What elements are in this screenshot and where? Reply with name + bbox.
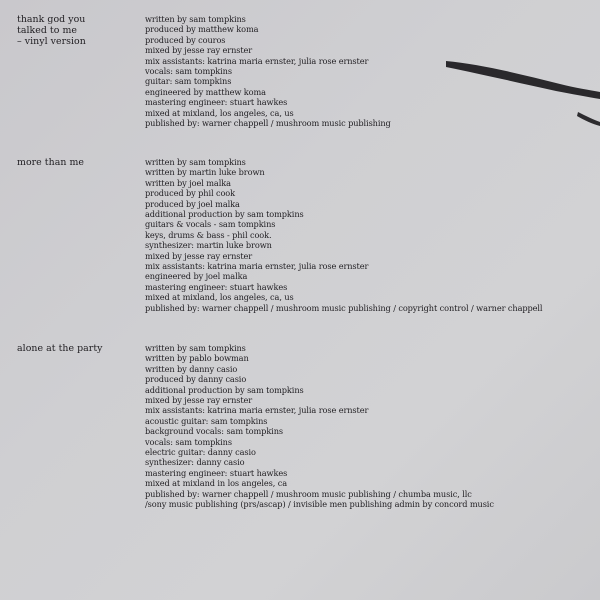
credit-line: published by: warner chappell / mushroom music publishing / chumba music, llc [145,488,472,499]
credit-line: published by: warner chappell / mushroom music publishing [145,118,391,129]
credit-line: written by sam tompkins [145,14,246,24]
credit-line: mastering engineer: stuart hawkes [145,467,288,478]
credit-line: written by sam tompkins [145,343,246,353]
credit-line: produced by couros [145,34,226,45]
credit-line: mixed by jesse ray ernster [145,250,253,261]
credit-line: written by pablo bowman [145,353,249,364]
credit-line: produced by danny casio [145,374,247,385]
credit-line: mixed at mixland, los angeles, ca, us [145,292,294,303]
credit-line: additional production by sam tompkins [145,384,304,395]
track-title [17,343,127,354]
brush-stroke-main [446,61,600,99]
credit-line: vocals: sam tompkins [145,66,232,77]
track-title-line: – vinyl version [17,36,86,48]
credits-list [145,14,391,128]
track-title-line: talked to me [17,25,77,37]
credit-line: synthesizer: martin luke brown [145,240,272,251]
credit-line: additional production by sam tompkins [145,209,304,220]
credit-line: written by sam tompkins [145,157,246,167]
credit-line: guitar: sam tompkins [145,76,232,87]
credit-line: acoustic guitar: sam tompkins [145,415,268,426]
track-title [17,157,127,168]
credit-line: engineered by matthew koma [145,86,266,97]
credit-line: produced by joel malka [145,198,240,209]
credit-line: mastering engineer: stuart hawkes [145,97,288,108]
credit-line: keys, drums & bass - phil cook. [145,229,272,240]
credit-line: engineered by joel malka [145,271,248,282]
credit-line: written by danny casio [145,363,238,374]
credits-list [145,157,542,313]
credit-line: mix assistants: katrina maria ernster, julia rose ernster [145,405,369,416]
credit-line: mixed at mixland, los angeles, ca, us [145,107,294,118]
credit-line: electric guitar: danny casio [145,447,256,458]
credit-line: written by martin luke brown [145,167,265,178]
credit-line: written by joel malka [145,177,231,188]
credit-line: synthesizer: danny casio [145,457,245,468]
credit-line: guitars & vocals - sam tompkins [145,219,276,230]
credit-line: published by: warner chappell / mushroom music publishing / copyright control / warner chappell [145,302,543,313]
credit-line: mixed by jesse ray ernster [145,45,253,56]
track-title [17,14,127,48]
track-title-line: thank god you [17,14,86,25]
track-title-line: more than me [17,157,84,168]
credit-line: background vocals: sam tompkins [145,426,283,437]
credit-line: vocals: sam tompkins [145,436,232,447]
credit-line: produced by phil cook [145,188,236,199]
brush-stroke-tail [577,112,600,126]
credit-line: mix assistants: katrina maria ernster, julia rose ernster [145,55,369,66]
credit-line: mastering engineer: stuart hawkes [145,281,288,292]
credit-line: mixed by jesse ray ernster [145,395,253,406]
track-title-line: alone at the party [17,343,103,354]
credit-line: produced by matthew koma [145,24,259,35]
credit-line: mixed at mixland in los angeles, ca [145,478,288,489]
credit-line: /sony music publishing (prs/ascap) / invisible men publishing admin by concord music [145,499,494,510]
credit-line: mix assistants: katrina maria ernster, julia rose ernster [145,261,369,272]
credits-list [145,343,494,510]
